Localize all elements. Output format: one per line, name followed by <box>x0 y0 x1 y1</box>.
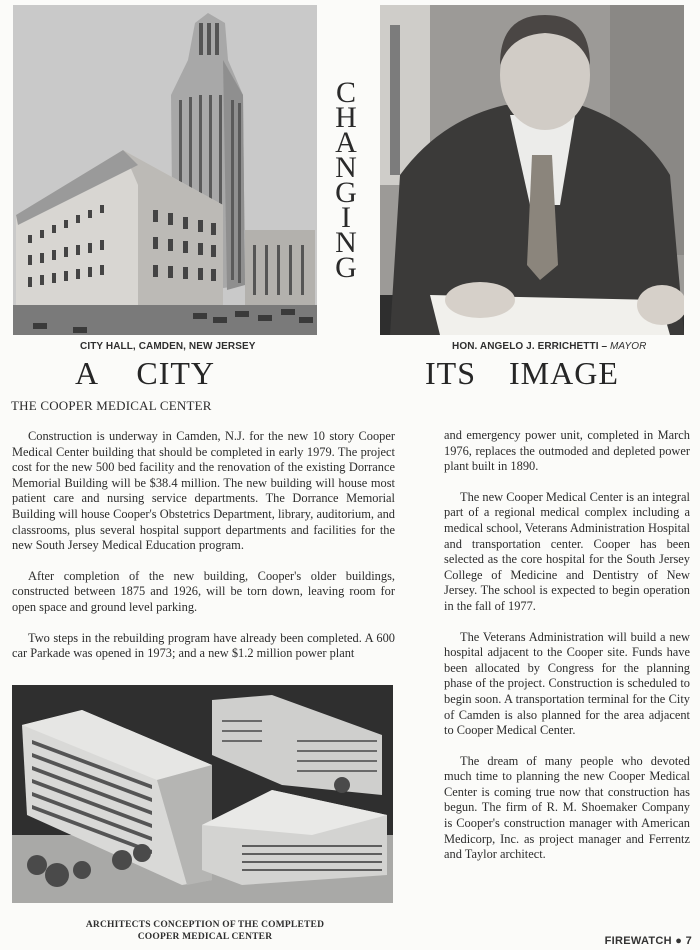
headline-letter: G <box>335 251 357 284</box>
headline-letter: G <box>335 176 357 209</box>
headline-letter: C <box>335 76 356 109</box>
article-paragraph-continued: and emergency power unit, completed in March 1976, replaces the outmoded and depleted power plant built in 1890. <box>444 428 690 474</box>
headline-letter: A <box>335 126 357 159</box>
model-caption-line: ARCHITECTS CONCEPTION OF THE COMPLETED <box>85 920 325 930</box>
headline-letter: I <box>341 201 351 234</box>
mayor-portrait-photo <box>380 5 684 335</box>
mayor-role: MAYOR <box>610 341 647 352</box>
mayor-name: HON. ANGELO J. ERRICHETTI – <box>452 341 610 352</box>
mayor-portrait-illustration <box>380 5 684 335</box>
headline-letter: N <box>335 151 357 184</box>
article-column-right <box>444 428 690 878</box>
section-heading: THE COOPER MEDICAL CENTER <box>11 398 212 413</box>
city-hall-illustration <box>13 5 317 335</box>
article-paragraph: Two steps in the rebuilding program have already been completed. A 600 car Parkade was opened in 1973; and a new $1.2 million power plant <box>12 630 395 661</box>
headline-changing-vertical <box>331 76 361 284</box>
headline-letter: H <box>335 101 357 134</box>
headline-letter: N <box>335 226 357 259</box>
article-column-left <box>12 429 395 662</box>
headline-a-city: A CITY <box>75 355 215 391</box>
model-caption-line: COOPER MEDICAL CENTER <box>137 932 273 942</box>
city-hall-photo <box>13 5 317 335</box>
mayor-caption <box>452 341 646 352</box>
page-folio: FIREWATCH ● 7 <box>604 935 692 947</box>
article-paragraph: The Veterans Administration will build a new hospital adjacent to the Cooper site. Funds have been allocated by Congress for the planning phase of the project. Construction is scheduled to begin soon. A transportation terminal for the City of Camden is also planned for the area adjacent to Cooper Medical Center. <box>444 629 690 738</box>
article-paragraph: Construction is underway in Camden, N.J. for the new 10 story Cooper Medical Center building that should be completed in early 1979. The project cost for the new 500 bed facility and the renovation of the existing Dorrance Memorial Building will be $38.4 million. The new building will house most patient care and nursing service departments. The Dorrance Memorial Building will house Cooper's Obstetrics Department, library, auditorium, and classrooms, plus several hospital support departments and facilities for the new South Jersey Medical Education program. <box>12 429 395 553</box>
medical-center-model-illustration <box>12 685 393 903</box>
article-paragraph: The new Cooper Medical Center is an integral part of a regional medical complex including a medical school, Veterans Administration Hospital and transportation center. Cooper has been selected as the core hospital for the South Jersey College of Medicine and Dentistry of New Jersey. The school is expected to begin operation in the fall of 1977. <box>444 489 690 613</box>
article-paragraph: The dream of many people who devoted much time to planning the new Cooper Medical Center is coming true now that construction has begun. The firm of R. M. Shoemaker Company is Cooper's construction manager with American Medicorp, Inc. as project manager and Ferrentz and Taylor architect. <box>444 753 690 862</box>
headline-its-image: ITS IMAGE <box>425 355 619 391</box>
medical-center-model-photo <box>12 685 393 903</box>
model-caption <box>60 919 350 943</box>
city-hall-caption: CITY HALL, CAMDEN, NEW JERSEY <box>80 341 256 352</box>
article-paragraph: After completion of the new building, Cooper's older buildings, constructed between 1875 and 1926, will be torn down, leaving room for open space and ground level parking. <box>12 568 395 614</box>
